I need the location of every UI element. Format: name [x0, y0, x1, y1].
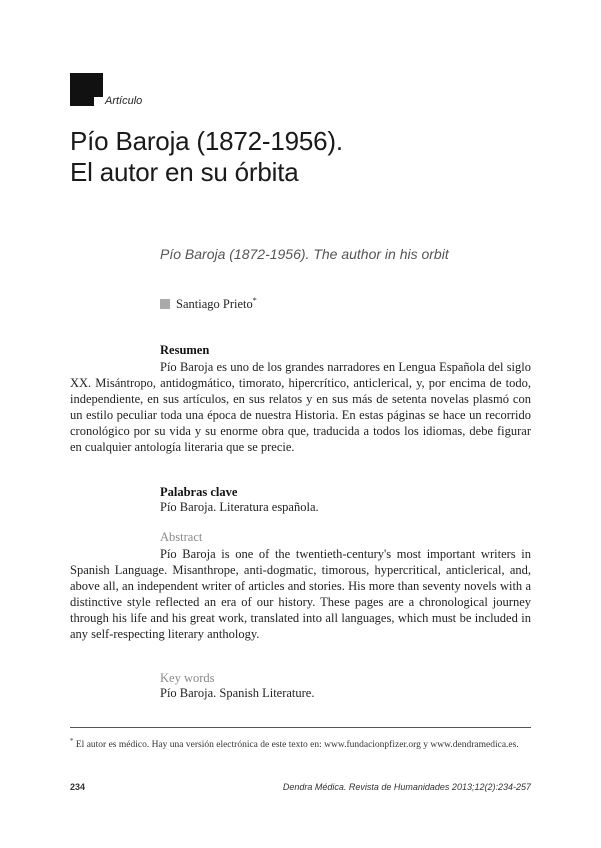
footnote-text: El autor es médico. Hay una versión electrónica de este texto en: www.fundacionpfizer.org y www.dendramedica.es.	[75, 740, 519, 751]
footnote-divider	[70, 727, 531, 728]
footnote-mark: *	[70, 737, 74, 745]
key-words-text: Pío Baroja. Spanish Literature.	[160, 686, 315, 700]
article-title-line-1: Pío Baroja (1872-1956).	[70, 126, 343, 156]
author-name-text: Santiago Prieto	[176, 296, 253, 311]
palabras-clave-heading: Palabras clave	[160, 485, 238, 499]
author-footnote-mark: *	[252, 295, 257, 305]
footnote	[70, 734, 531, 752]
article-title-line-2: El autor en su órbita	[70, 157, 299, 187]
section-label: Artículo	[105, 95, 143, 107]
resumen-heading: Resumen	[160, 343, 210, 357]
abstract-text: Pío Baroja is one of the twentieth-century's most important writers in Spanish Language. Misanthrope, anti-dogmatic, timorous, hypercritical, anticlerical, and, above all, an independent writer of articles and stories. His more than seventy novels with a distinctive style reflected an era of our history. These pages are a chronological journey through his life and his great work, translated into all languages, which must be included in any self-respecting literary anthology.	[70, 547, 531, 641]
key-words-heading: Key words	[160, 671, 215, 685]
english-subtitle: Pío Baroja (1872-1956). The author in his orbit	[160, 246, 449, 262]
journal-logo-notch	[94, 97, 103, 106]
page-number: 234	[70, 782, 86, 792]
author-row	[160, 297, 257, 311]
palabras-clave-text: Pío Baroja. Literatura española.	[160, 500, 319, 514]
author-name	[176, 297, 257, 312]
article-title	[70, 126, 540, 188]
journal-reference: Dendra Médica. Revista de Humanidades 2013;12(2):234-257	[282, 782, 531, 792]
resumen-text: Pío Baroja es uno de los grandes narradores en Lengua Española del siglo XX. Misántropo, antidogmático, timorato, hipercrítico, anticlerical, y, por encima de todo, independiente, en sus artículos, en sus relatos y en sus más de setenta novelas plasmó con un estilo peculiar toda una época de nuestra Historia. En estas páginas se hace un recorrido cronológico por su vida y su enorme obra que, traducida a todos los idiomas, debe figurar en cualquier antología literaria que se precie.	[70, 360, 531, 454]
abstract-heading: Abstract	[160, 530, 203, 544]
author-bullet-square	[160, 299, 170, 309]
